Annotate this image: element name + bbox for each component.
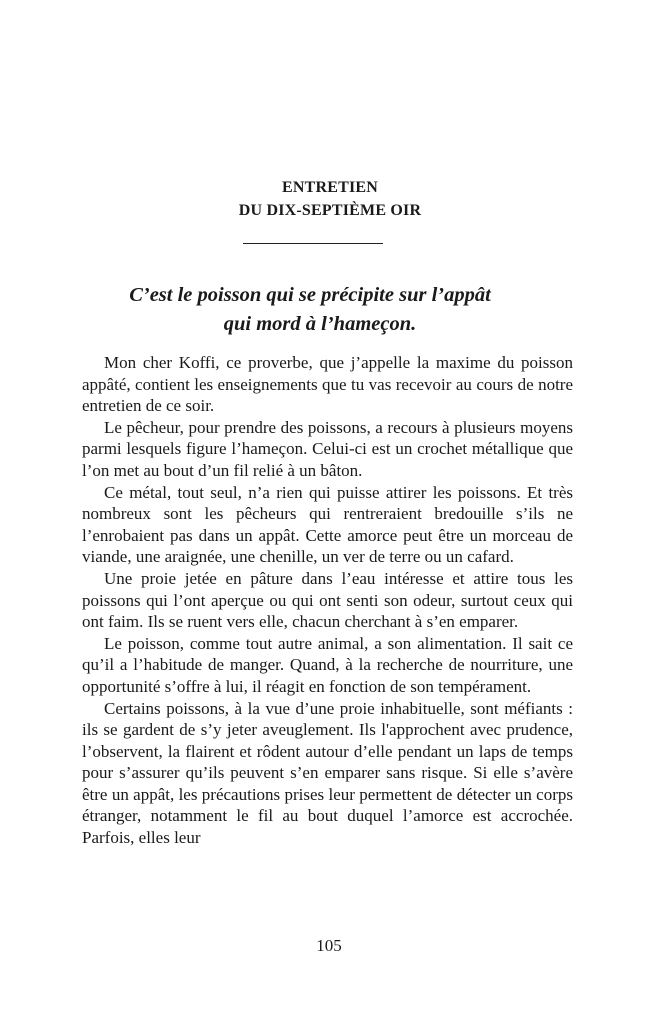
paragraph: Ce métal, tout seul, n’a rien qui puisse attirer les poissons. Et très nombreux sont les pêcheurs qui rentreraient bredouille s’ils ne l’enrobaient pas dans un appât. Cette amorce peut être un morceau de viande, une araignée, une chenille, un ver de terre ou un cafard. <box>82 482 573 567</box>
paragraph: Le pêcheur, pour prendre des poissons, a recours à plusieurs moyens parmi lesquels figure l’hameçon. Celui-ci est un crochet métallique que l’on met au bout d’un fil relié à un bâton. <box>82 417 573 480</box>
paragraph: Certains poissons, à la vue d’une proie inhabituelle, sont méfiants : ils se gardent de s’y jeter aveuglement. Ils l'approchent avec prudence, l’observent, la flairent et rôdent autour d’elle pendant un laps de temps pour s’assurer qu’ils peuvent s’en emparer sans risque. Si elle s’avère être un appât, les précautions prises leur permettent de détecter un corps étranger, notamment le fil au bout duquel l’amorce est accrochée. Parfois, elles leur <box>82 698 573 848</box>
epigraph-line-1: C’est le poisson qui se précipite sur l’appât <box>129 284 491 306</box>
epigraph <box>0 281 650 339</box>
paragraph: Une proie jetée en pâture dans l’eau intéresse et attire tous les poissons qui l’ont aperçue ou qui ont senti son odeur, surtout ceux qui ont faim. Ils se ruent vers elle, chacun cherchant à s’en emparer. <box>82 568 573 632</box>
paragraph: Mon cher Koffi, ce proverbe, que j’appelle la maxime du poisson appâté, contient les enseignements que tu vas recevoir au cours de notre entretien de ce soir. <box>82 353 573 416</box>
chapter-heading <box>0 176 650 222</box>
page-number: 105 <box>316 936 342 955</box>
heading-divider <box>243 243 383 244</box>
chapter-heading-line-2: DU DIX-SEPTIÈME OIR <box>238 202 422 219</box>
body-text <box>82 352 573 849</box>
paragraph: Le poisson, comme tout autre animal, a son alimentation. Il sait ce qu’il a l’habitude de manger. Quand, à la recherche de nourriture, une opportunité s’offre à lui, il réagit en fonction de son tempérament. <box>82 633 573 696</box>
chapter-heading-line-1: ENTRETIEN <box>281 179 379 196</box>
epigraph-line-2: qui mord à l’hameçon. <box>223 313 417 335</box>
